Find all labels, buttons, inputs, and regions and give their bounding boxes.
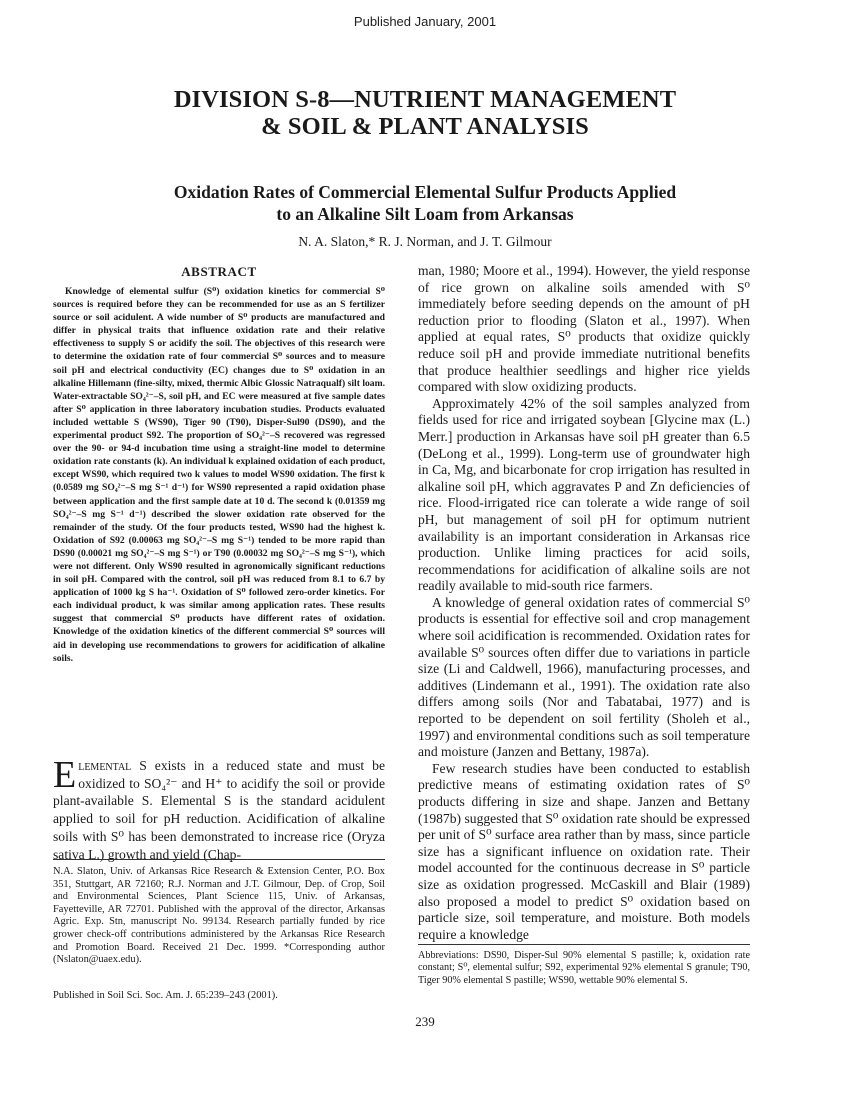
body-paragraph-2: Approximately 42% of the soil samples analyzed from fields used for rice and irrigated soybean [Glycine max (L.) Merr.] production in Arkansas have soil pH greater than 6.5 (DeLong et al., 1999). Long-term use of groundwater high in Ca, Mg, and bicarbonate for crop irrigation has resulted in alkaline soil pH, which aggravates P and Zn deficiencies of rice. Flood-irrigated rice can tolerate a wide range of soil pH, but management of soil pH for optimum nutrient availability is an important consideration in Arkansas rice production. Unlike liming practices for acid soils, recommendations for acidification of alkaline soils are not readily available to mid-south rice farmers. bbox=[418, 395, 750, 594]
page-number: 239 bbox=[415, 1014, 435, 1029]
intro-smallcaps: lemental bbox=[78, 758, 132, 773]
author-affiliation: N.A. Slaton, Univ. of Arkansas Rice Research & Extension Center, P.O. Box 351, Stuttgart, AR 72160; R.J. Norman and J.T. Gilmour, Dep. of Crop, Soil and Environmental Sciences, Plant Science 115, Univ. of Arkansas, Fayetteville, AR 72701. Published with the approval of the director, Arkansas Agric. Exp. Stn, manuscript No. 99134. Research partially funded by rice grower check-off contributions administered by the Arkansas Rice Research and Promotion Board. Received 21 Dec. 1999. *Corresponding author (Nslaton@uaex.edu). bbox=[53, 866, 385, 966]
division-heading-line2: & SOIL & PLANT ANALYSIS bbox=[261, 113, 589, 140]
footnote-divider bbox=[53, 859, 385, 860]
article-title-line1: Oxidation Rates of Commercial Elemental Sulfur Products Applied bbox=[173, 182, 677, 202]
abstract-heading: ABSTRACT bbox=[181, 264, 257, 279]
intro-paragraph bbox=[53, 754, 385, 863]
article-title bbox=[0, 181, 850, 225]
abstract-section bbox=[53, 264, 385, 665]
abstract-text: Knowledge of elemental sulfur (S⁰) oxidation kinetics for commercial S⁰ sources is required before they can be recommended for use as an S fertilizer source or soil acidulent. A wide number of S⁰ products are manufactured and differ in physical traits that influence oxidation rate and their relative effectiveness to supply S or acidify the soil. The objectives of this research were to determine the oxidation rate of four commercial S⁰ sources and to measure soil pH and electrical conductivity (EC) changes due to S⁰ oxidation in an alkaline Hillemann (fine-silty, mixed, thermic Albic Glossic Natraqualf) silt loam. Water-extractable SO₄²⁻–S, soil pH, and EC were measured at five sample dates after S⁰ application in three laboratory incubation studies. Products evaluated included wettable S (WS90), Tiger 90 (T90), Disper-Sul90 (DS90), and the experimental product S92. The proportion of SO₄²⁻–S recovered was regressed over the 90- or 94-d incubation time using a straight-line model to determine oxidation rate constants (k). An individual k explained oxidation of each product, except WS90, which required two k values to model WS90 oxidation. The first k (0.0589 mg SO₄²⁻–S mg S⁻¹ d⁻¹) for WS90 represented a rapid oxidation phase between application and the first sample date at 10 d. The second k (0.01359 mg SO₄²⁻–S mg S⁻¹ d⁻¹) described the slower oxidation rate observed for the remainder of the study. Of the four products tested, WS90 had the highest k. Oxidation of S92 (0.00063 mg SO₄²⁻–S mg S⁻¹) tended to be more rapid than DS90 (0.00021 mg SO₄²⁻–S mg S⁻¹) or T90 (0.00032 mg SO₄²⁻–S mg S⁻¹), which were not different. Only WS90 resulted in agronomically significant reductions in soil pH. Compared with the control, soil pH was reduced from 8.1 to 6.7 by application of 1000 kg S ha⁻¹. Oxidation of S⁰ followed zero-order kinetics. For each individual product, k was similar among application rates. These results suggest that commercial S⁰ products have different rates of oxidation. Knowledge of the oxidation kinetics of the different commercial S⁰ sources will aid in developing use recommendations to growers for acidification of alkaline soils. bbox=[53, 286, 385, 664]
publication-date: Published January, 2001 bbox=[353, 14, 497, 29]
drop-cap: E bbox=[53, 754, 77, 796]
intro-text: S exists in a reduced state and must be oxidized to SO₄²⁻ and H⁺ to acidify the soil or provide plant-available S. Elemental S is the standard acidulent applied to soil for pH reduction. Acidification of alkaline soils with S⁰ has been demonstrated to increase rice (Oryza sativa L.) growth and yield (Chap- bbox=[53, 758, 385, 862]
division-heading bbox=[0, 86, 850, 140]
body-paragraph-3: A knowledge of general oxidation rates of commercial S⁰ products is essential for effective soil and crop management where soil acidification is recommended. Oxidation rates for available S⁰ sources often differ due to variations in particle size (Li and Caldwell, 1966), manufacturing processes, and additives (Lindemann et al., 1991). The oxidation rate also differs among soils (Nor and Tabatabai, 1977) and is reported to be dependent on soil fertility (Sholeh et al., 1997) and environmental conditions such as soil temperature and moisture (Janzen and Bettany, 1987a). bbox=[418, 594, 750, 760]
abbreviations-footnote: Abbreviations: DS90, Disper-Sul 90% elemental S pastille; k, oxidation rate constant; S⁰, elemental sulfur; S92, experimental 92% elemental S granule; T90, Tiger 90% elemental S pastille; WS90, wettable 90% elemental S. bbox=[418, 950, 750, 986]
abbreviations-divider bbox=[418, 944, 750, 945]
body-paragraph-1: man, 1980; Moore et al., 1994). However, the yield response of rice grown on alkaline soils amended with S⁰ immediately before seeding depends on the amount of pH reduction prior to flooding (Slaton et al., 1997). When applied at equal rates, S⁰ products that oxidize quickly reduce soil pH and provide immediate nutritional benefits that produce healthier seedlings and higher rice yields compared with slow oxidizing products. bbox=[418, 263, 750, 395]
division-heading-line1: DIVISION S-8—NUTRIENT MANAGEMENT bbox=[173, 86, 677, 113]
body-paragraph-4: Few research studies have been conducted to establish predictive means of estimating oxidation rates of S⁰ products differing in size and shape. Janzen and Bettany (1987b) suggested that S⁰ oxidation rate should be expressed per unit of S⁰ surface area rather than by mass, since particle size has a significant influence on oxidation rate. Their model accounted for the continuous decrease in S⁰ particle size as oxidation progressed. McCaskill and Blair (1989) also proposed a model to predict S⁰ oxidation based on particle size, soil temperature, and moisture. Both models require a knowledge bbox=[418, 760, 750, 942]
author-list: N. A. Slaton,* R. J. Norman, and J. T. Gilmour bbox=[298, 234, 552, 249]
article-title-line2: to an Alkaline Silt Loam from Arkansas bbox=[276, 204, 574, 224]
body-right-column bbox=[418, 263, 750, 943]
citation-line: Published in Soil Sci. Soc. Am. J. 65:239–243 (2001). bbox=[53, 990, 278, 1001]
